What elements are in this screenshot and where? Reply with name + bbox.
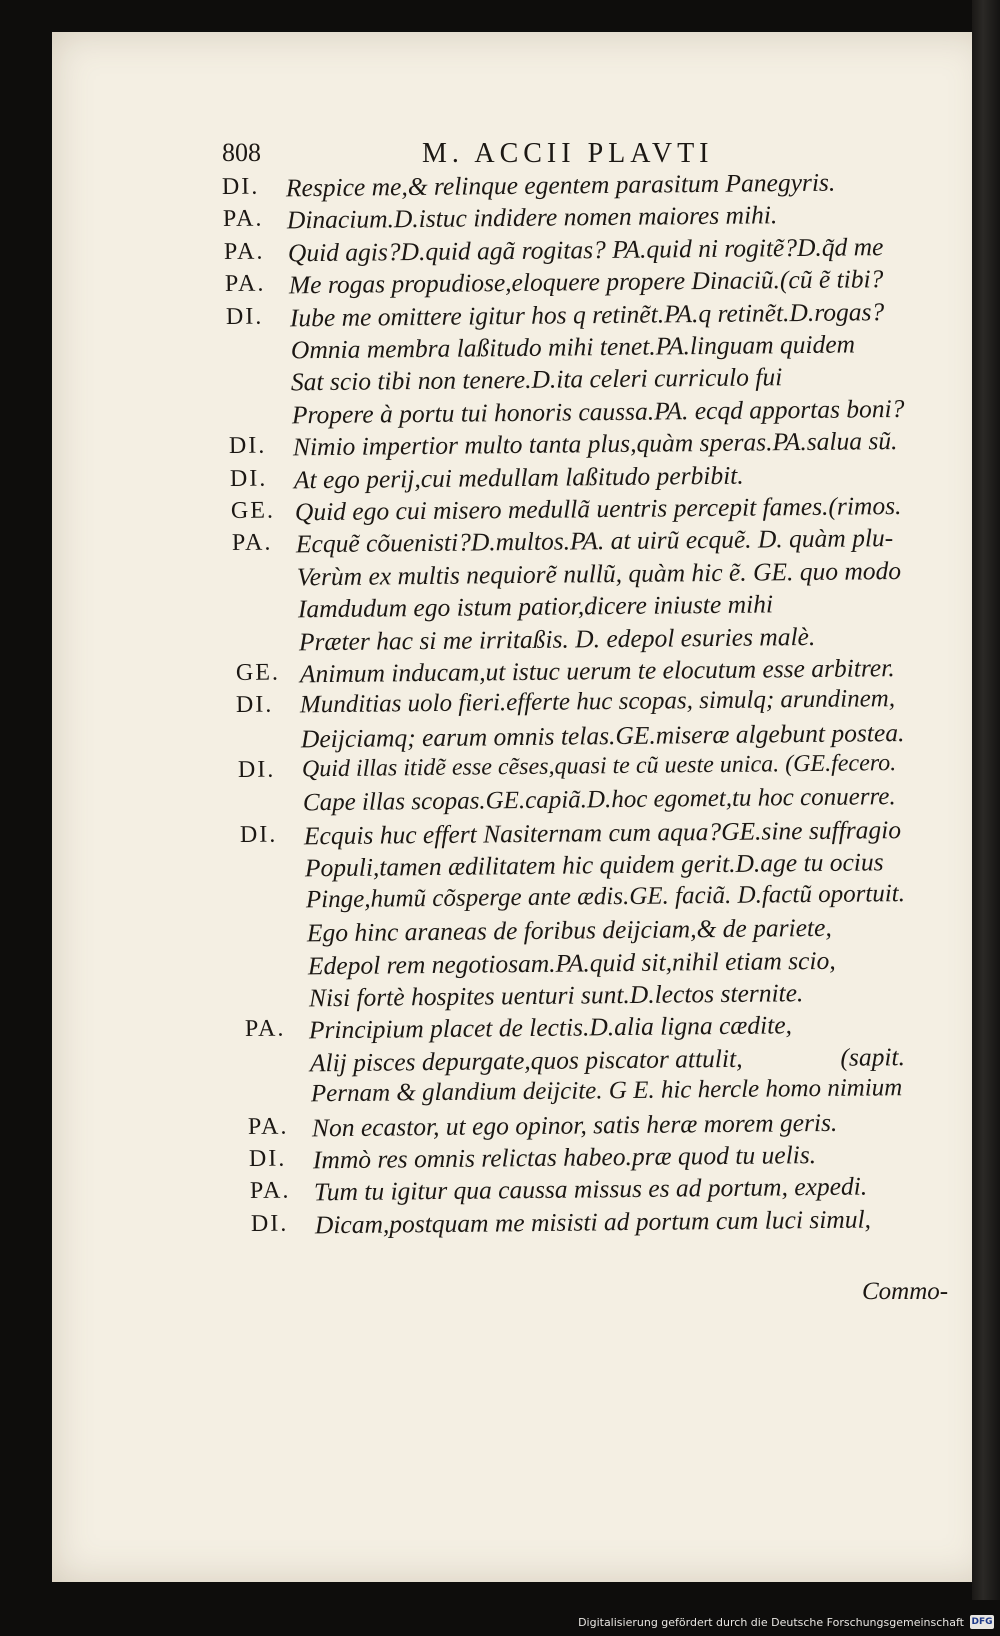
dialogue-text: Quid illas itidẽ esse cẽses,quasi te cũ ueste unica. (GE.fecero. [301, 750, 897, 783]
speaker-label: DI. [228, 432, 267, 459]
dialogue-text: Animum inducam,ut istuc uerum te elocutum esse arbitrer. [299, 653, 895, 689]
dialogue-text: Principium placet de lectis.D.alia ligna cædite, [308, 1010, 793, 1045]
dialogue-text: Ecquis huc effert Nasiternam cum aqua?GE.sine suffragio [303, 815, 902, 851]
dialogue-text: Iamdudum ego istum patior,dicere iniuste mihi [297, 589, 774, 624]
dialogue-text: Pernam & glandium deijcite. G E. hic hercle homo nimium [310, 1074, 903, 1108]
dialogue-text: At ego perij,cui medullam laßitudo perbibit. [293, 460, 744, 495]
running-title: M. ACCII PLAVTI [422, 138, 714, 169]
speaker-label: DI. [229, 465, 268, 492]
dialogue-text: Pinge,humũ cõsperge ante ædis.GE. faciã. D.factũ oportuit. [305, 880, 906, 914]
funding-credit: Digitalisierung gefördert durch die Deutsche Forschungsgemeinschaft [578, 1615, 964, 1629]
dialogue-text: Omnia membra laßitudo mihi tenet.PA.linguam quidem [290, 329, 856, 365]
dialogue-text: Edepol rem negotiosam.PA.quid sit,nihil etiam scio, [307, 945, 836, 981]
dialogue-text: Præter hac si me irritaßis. D. edepol esuries malè. [298, 621, 816, 657]
dialogue-text: Ego hinc araneas de foribus deijciam,& de pariete, [306, 912, 832, 948]
page-edge-shadow [972, 0, 1000, 1600]
line-end-fragment: (sapit. [840, 1042, 906, 1072]
dialogue-text: Sat scio tibi non tenere.D.ita celeri curriculo fui [290, 362, 783, 397]
speaker-label: DI. [250, 1210, 289, 1237]
dialogue-text: Tum tu igitur qua caussa missus es ad portum, expedi. [313, 1171, 868, 1207]
dialogue-text: Nisi fortè hospites uenturi sunt.D.lectos sternite. [308, 978, 804, 1013]
speaker-label: DI. [221, 173, 260, 200]
speaker-label: PA. [244, 1015, 286, 1042]
speaker-label: GE. [230, 497, 276, 524]
dialogue-text: Munditias uolo fieri.efferte huc scopas, simulq; arundinem, [299, 685, 896, 719]
speaker-label: DI. [239, 821, 278, 848]
speaker-label: PA. [249, 1177, 291, 1204]
dialogue-text: Alij pisces depurgate,quos piscator attulit, [309, 1043, 743, 1078]
dialogue-text: Propere à portu tui honoris caussa.PA. ecqd apportas boni? [291, 393, 905, 430]
dialogue-text: Respice me,& relinque egentem parasitum Panegyris. [285, 167, 836, 203]
dialogue-text: Quid ego cui misero medullã uentris percepit fames.(rimos. [294, 490, 902, 527]
dialogue-text: Immò res omnis relictas habeo.præ quod tu uelis. [312, 1140, 817, 1175]
dialogue-text: Ecquẽ cõuenisti?D.multos.PA. at uirũ ecquẽ. D. quàm plu- [295, 523, 894, 559]
dialogue-text: Quid agis?D.quid agã rogitas? PA.quid ni rogitẽ?D.q̃d me [287, 232, 884, 268]
page-number: 808 [222, 138, 261, 167]
speaker-label: GE. [235, 659, 281, 686]
dfg-logo: DFG [971, 1617, 993, 1627]
speaker-label: DI. [248, 1145, 287, 1172]
speaker-label: PA. [231, 529, 273, 556]
text-line [251, 1204, 905, 1245]
speaker-label: PA. [222, 205, 264, 232]
dialogue-text: Non ecastor, ut ego opinor, satis heræ morem geris. [311, 1107, 838, 1143]
speaker-label: DI. [237, 756, 276, 783]
speaker-label: PA. [223, 238, 265, 265]
catchword: Commo- [862, 1278, 949, 1305]
speaker-label: DI. [225, 303, 264, 330]
dialogue-text: Nimio impertior multo tanta plus,quàm speras.PA.salua sũ. [292, 426, 898, 462]
speaker-label: PA. [224, 270, 266, 297]
dialogue-text: Dinacium.D.istuc indidere nomen maiores mihi. [286, 200, 778, 235]
dialogue-text: Populi,tamen ædilitatem hic quidem gerit.D.age tu ocius [304, 847, 884, 883]
dialogue-text: Iube me omittere igitur hos q retinẽt.PA.q retinẽt.D.rogas? [289, 297, 885, 333]
speaker-label: DI. [235, 691, 274, 718]
footer-credit [578, 1612, 994, 1632]
dialogue-text: Cape illas scopas.GE.capiã.D.hoc egomet,tu hoc conuerre. [302, 783, 896, 817]
dialogue-text: Dicam,postquam me misisti ad portum cum luci simul, [314, 1204, 872, 1240]
dialogue-text: Me rogas propudiose,eloquere propere Dinaciũ.(cũ ẽ tibi? [288, 264, 884, 300]
dialogue-text: Verùm ex multis nequiorẽ nullũ, quàm hic ẽ. GE. quo modo [296, 556, 902, 592]
dialogue-text: Deijciamq; earum omnis telas.GE.miseræ algebunt postea. [300, 718, 905, 754]
speaker-label: PA. [247, 1113, 289, 1140]
